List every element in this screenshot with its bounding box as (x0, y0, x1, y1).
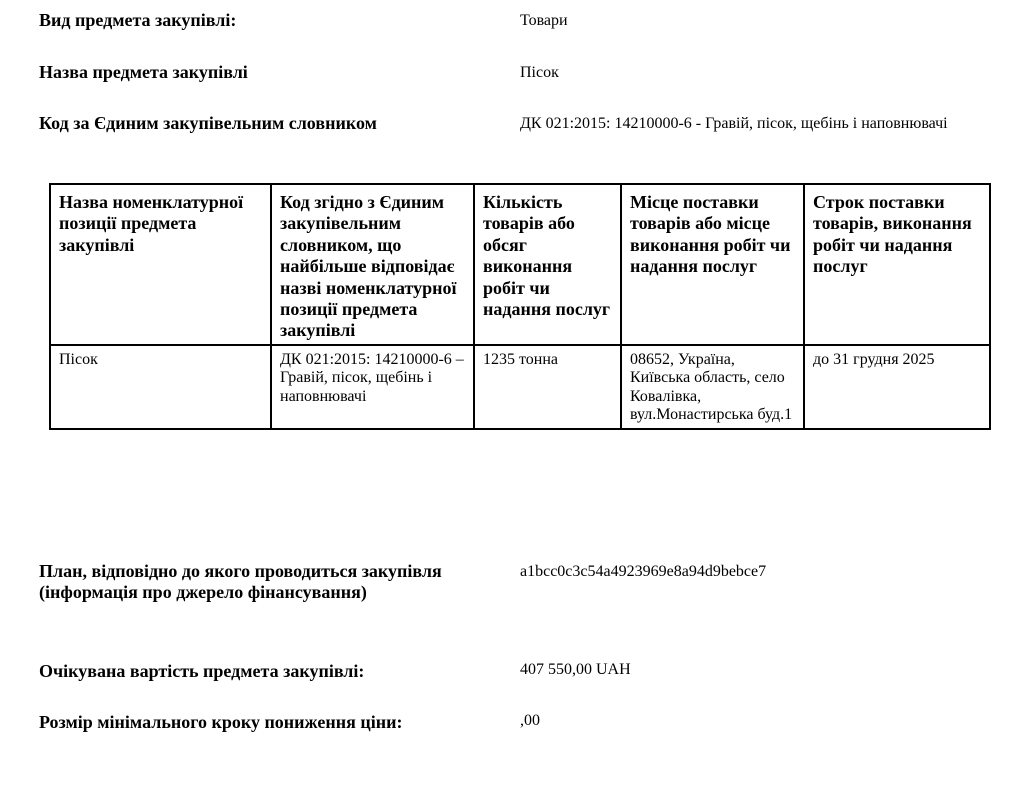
plan-value: a1bcc0c3c54a4923969e8a94d9bebce7 (520, 563, 767, 580)
column-header-quantity: Кількість товарів або обсяг виконання робіт чи надання послуг (474, 184, 621, 345)
column-header-code: Код згідно з Єдиним закупівельним словником, що найбільше відповідає назві номенклатурної позиції предмета закупівлі (271, 184, 474, 345)
procurement-type-label: Вид предмета закупівлі: (39, 10, 237, 30)
table-row (50, 345, 990, 429)
procurement-name-value: Пісок (520, 64, 559, 81)
table-header-row (50, 184, 990, 345)
cell-quantity: 1235 тонна (474, 345, 621, 429)
min-step-value: ,00 (520, 712, 540, 729)
procurement-code-value: ДК 021:2015: 14210000-6 - Гравій, пісок, щебінь і наповнювачі (520, 115, 948, 132)
expected-cost-label: Очікувана вартість предмета закупівлі: (39, 661, 365, 681)
expected-cost-value: 407 550,00 UAH (520, 661, 631, 678)
cell-delivery-term: до 31 грудня 2025 (804, 345, 990, 429)
cell-delivery-place: 08652, Україна, Київська область, село Ковалівка, вул.Монастирська буд.1 (621, 345, 804, 429)
column-header-delivery-place: Місце поставки товарів або місце виконання робіт чи надання послуг (621, 184, 804, 345)
items-table (49, 183, 991, 430)
cell-item-name: Пісок (50, 345, 271, 429)
column-header-item-name: Назва номенклатурної позиції предмета закупівлі (50, 184, 271, 345)
procurement-type-value: Товари (520, 12, 568, 29)
procurement-name-label: Назва предмета закупівлі (39, 62, 248, 82)
min-step-label: Розмір мінімального кроку пониження ціни: (39, 712, 403, 732)
column-header-delivery-term: Строк поставки товарів, виконання робіт чи надання послуг (804, 184, 990, 345)
cell-code: ДК 021:2015: 14210000-6 – Гравій, пісок, щебінь і наповнювачі (271, 345, 474, 429)
plan-label: План, відповідно до якого проводиться закупівля (інформація про джерело фінансування) (39, 561, 442, 602)
procurement-code-label: Код за Єдиним закупівельним словником (39, 113, 377, 133)
